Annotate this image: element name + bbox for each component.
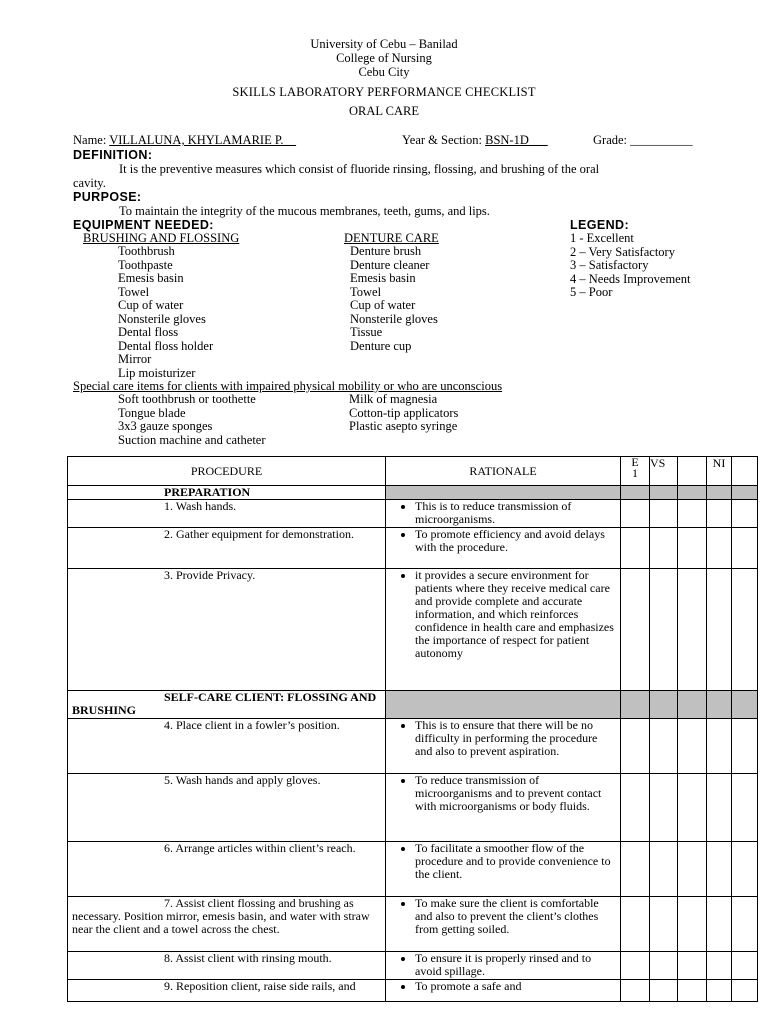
procedure-cell: 1. Wash hands. xyxy=(68,500,386,528)
list-item: Nonsterile gloves xyxy=(350,311,438,326)
purpose-label: PURPOSE: xyxy=(73,190,142,204)
score-cell[interactable] xyxy=(707,569,732,691)
score-cell[interactable] xyxy=(621,500,650,528)
list-item: Dental floss xyxy=(118,325,179,339)
grade xyxy=(593,133,693,148)
legend-item: 2 – Very Satisfactory xyxy=(570,244,675,259)
procedure-cell: 7. Assist client flossing and brushing as necessary. Position mirror, emesis basin, and water with straw near the client and a towel across the chest. xyxy=(68,897,386,952)
score-cell[interactable] xyxy=(621,774,650,842)
college-name: College of Nursing xyxy=(336,51,432,65)
legend-item: 5 – Poor xyxy=(570,285,613,299)
list-item: Tongue blade xyxy=(118,405,186,420)
score-cell[interactable] xyxy=(621,569,650,691)
score-header-p xyxy=(732,457,758,486)
name-label: Name: xyxy=(73,133,107,147)
rationale-cell: • To make sure the client is comfortable and also to prevent the client’s clothes from getting soiled. xyxy=(386,897,621,952)
score-cell[interactable] xyxy=(707,500,732,528)
document-subtitle: ORAL CARE xyxy=(348,104,420,118)
procedure-cell: 4. Place client in a fowler’s position. xyxy=(68,719,386,774)
purpose-text: To maintain the integrity of the mucous membranes, teeth, gums, and lips. xyxy=(119,204,490,218)
list-item: Denture cup xyxy=(350,338,412,353)
score-cell[interactable] xyxy=(650,569,678,691)
score-cell[interactable] xyxy=(650,719,678,774)
score-header-ni: NI xyxy=(707,457,732,486)
rationale-cell: • This is to reduce transmission of microorganisms. xyxy=(386,500,621,528)
rationale-cell: • To promote a safe and xyxy=(386,980,621,1002)
year-value: BSN-1D___ xyxy=(485,133,548,147)
score-cell[interactable] xyxy=(707,897,732,952)
table-row xyxy=(68,842,758,897)
list-item: Towel xyxy=(350,284,382,299)
list-item: Lip moisturizer xyxy=(118,365,196,380)
procedure-cell: 8. Assist client with rinsing mouth. xyxy=(68,952,386,980)
score-cell[interactable] xyxy=(707,952,732,980)
table-row xyxy=(68,719,758,774)
score-cell[interactable] xyxy=(707,719,732,774)
score-cell[interactable] xyxy=(707,980,732,1002)
legend-item: 1 - Excellent xyxy=(570,231,634,245)
list-item: 3x3 gauze sponges xyxy=(118,419,213,433)
score-cell[interactable] xyxy=(678,980,707,1002)
document-title: SKILLS LABORATORY PERFORMANCE CHECKLIST xyxy=(232,85,536,99)
rationale-header: RATIONALE xyxy=(386,457,621,486)
table-row xyxy=(68,528,758,569)
score-cell[interactable] xyxy=(678,774,707,842)
section-row xyxy=(68,486,758,500)
score-cell[interactable] xyxy=(707,842,732,897)
score-cell[interactable] xyxy=(678,842,707,897)
score-cell[interactable] xyxy=(621,528,650,569)
list-item: Soft toothbrush or toothette xyxy=(118,392,256,406)
score-cell[interactable] xyxy=(621,952,650,980)
procedure-cell: 5. Wash hands and apply gloves. xyxy=(68,774,386,842)
definition-text-1: It is the preventive measures which consist of fluoride rinsing, flossing, and brushing of the oral xyxy=(119,162,600,176)
score-cell[interactable] xyxy=(732,569,758,691)
score-cell[interactable] xyxy=(678,528,707,569)
score-cell[interactable] xyxy=(678,719,707,774)
score-cell[interactable] xyxy=(732,980,758,1002)
procedure-cell: 2. Gather equipment for demonstration. xyxy=(68,528,386,569)
list-item: Toothpaste xyxy=(118,257,173,272)
section-preparation: PREPARATION xyxy=(68,486,386,500)
student-info-line xyxy=(73,133,296,148)
score-cell[interactable] xyxy=(707,774,732,842)
table-row xyxy=(68,569,758,691)
list-item: Milk of magnesia xyxy=(349,392,438,406)
list-item: Cotton-tip applicators xyxy=(349,405,459,420)
list-item: Dental floss holder xyxy=(118,338,214,353)
table-row xyxy=(68,500,758,528)
definition-text-2: cavity. xyxy=(73,176,106,190)
rationale-cell: • To reduce transmission of microorganisms and to prevent contact with microorganisms or body fluids. xyxy=(386,774,621,842)
table-row xyxy=(68,980,758,1002)
score-header-e: E 1 xyxy=(621,457,650,486)
list-item: Emesis basin xyxy=(350,271,416,285)
list-item: Toothbrush xyxy=(118,244,175,258)
brushing-items xyxy=(118,245,213,380)
table-row xyxy=(68,952,758,980)
list-item: Denture cleaner xyxy=(350,257,430,272)
score-header-vs: VS xyxy=(650,457,678,486)
list-item: Nonsterile gloves xyxy=(118,311,206,326)
score-cell[interactable] xyxy=(732,719,758,774)
special-right-items xyxy=(349,393,458,434)
list-item: Cup of water xyxy=(118,298,184,312)
rationale-cell: • This is to ensure that there will be no difficulty in performing the procedure and also to prevent aspiration. xyxy=(386,719,621,774)
list-item: Mirror xyxy=(118,352,152,366)
section-row xyxy=(68,691,758,719)
table-row xyxy=(68,774,758,842)
legend-item: 3 – Satisfactory xyxy=(570,258,649,272)
procedure-header: PROCEDURE xyxy=(68,457,386,486)
definition-label: DEFINITION: xyxy=(73,148,153,162)
list-item: Plastic asepto syringe xyxy=(349,419,458,433)
rationale-cell: • To promote efficiency and avoid delays with the procedure. xyxy=(386,528,621,569)
grade-label: Grade: xyxy=(593,133,628,147)
section-selfcare: SELF-CARE CLIENT: FLOSSING AND BRUSHING xyxy=(68,691,386,719)
rationale-cell: • To ensure it is properly rinsed and to avoid spillage. xyxy=(386,952,621,980)
denture-items xyxy=(350,245,438,353)
score-cell[interactable] xyxy=(650,500,678,528)
score-cell[interactable] xyxy=(650,980,678,1002)
score-cell[interactable] xyxy=(678,952,707,980)
score-cell[interactable] xyxy=(621,980,650,1002)
score-cell[interactable] xyxy=(621,897,650,952)
list-item: Towel xyxy=(118,284,150,299)
score-cell[interactable] xyxy=(650,842,678,897)
score-header-s xyxy=(678,457,707,486)
score-cell[interactable] xyxy=(650,528,678,569)
legend-label: LEGEND: xyxy=(570,218,630,232)
checklist-table xyxy=(67,456,758,1002)
score-cell[interactable] xyxy=(732,897,758,952)
score-cell[interactable] xyxy=(621,719,650,774)
brushing-header: BRUSHING AND FLOSSING xyxy=(83,231,240,245)
equipment-label: EQUIPMENT NEEDED: xyxy=(73,218,214,232)
legend-item: 4 – Needs Improvement xyxy=(570,271,691,286)
score-cell[interactable] xyxy=(650,952,678,980)
year-section xyxy=(402,133,548,148)
score-cell[interactable] xyxy=(732,774,758,842)
list-item: Denture brush xyxy=(350,244,422,258)
procedure-cell: 6. Arrange articles within client’s reach. xyxy=(68,842,386,897)
score-cell[interactable] xyxy=(732,528,758,569)
city-name: Cebu City xyxy=(358,65,410,79)
special-care-header: Special care items for clients with impaired physical mobility or who are unconscious xyxy=(73,379,503,393)
list-item: Suction machine and catheter xyxy=(118,432,266,447)
rationale-cell: • it provides a secure environment for patients where they receive medical care and provide complete and accurate information, and which reinforces confidence in health care and emphasizes the importance of respect for patient autonomy xyxy=(386,569,621,691)
year-label: Year & Section: xyxy=(402,133,482,147)
list-item: Emesis basin xyxy=(118,271,184,285)
university-name: University of Cebu – Banilad xyxy=(310,37,458,51)
score-cell[interactable] xyxy=(678,500,707,528)
name-value: VILLALUNA, KHYLAMARIE P.__ xyxy=(109,133,297,147)
denture-header: DENTURE CARE xyxy=(344,231,439,245)
special-left-items xyxy=(118,393,266,447)
grade-value: __________ xyxy=(630,133,693,147)
score-cell[interactable] xyxy=(732,500,758,528)
score-cell[interactable] xyxy=(621,842,650,897)
score-cell[interactable] xyxy=(650,774,678,842)
list-item: Tissue xyxy=(350,325,383,339)
rationale-cell: • To facilitate a smoother flow of the procedure and to provide convenience to the client. xyxy=(386,842,621,897)
procedure-cell: 3. Provide Privacy. xyxy=(68,569,386,691)
score-cell[interactable] xyxy=(707,528,732,569)
score-cell[interactable] xyxy=(678,569,707,691)
score-cell[interactable] xyxy=(732,842,758,897)
list-item: Cup of water xyxy=(350,298,416,312)
table-row xyxy=(68,897,758,952)
score-cell[interactable] xyxy=(678,897,707,952)
table-header-row xyxy=(68,457,758,486)
score-cell[interactable] xyxy=(650,897,678,952)
procedure-cell: 9. Reposition client, raise side rails, and xyxy=(68,980,386,1002)
legend-items xyxy=(570,232,690,300)
score-cell[interactable] xyxy=(732,952,758,980)
